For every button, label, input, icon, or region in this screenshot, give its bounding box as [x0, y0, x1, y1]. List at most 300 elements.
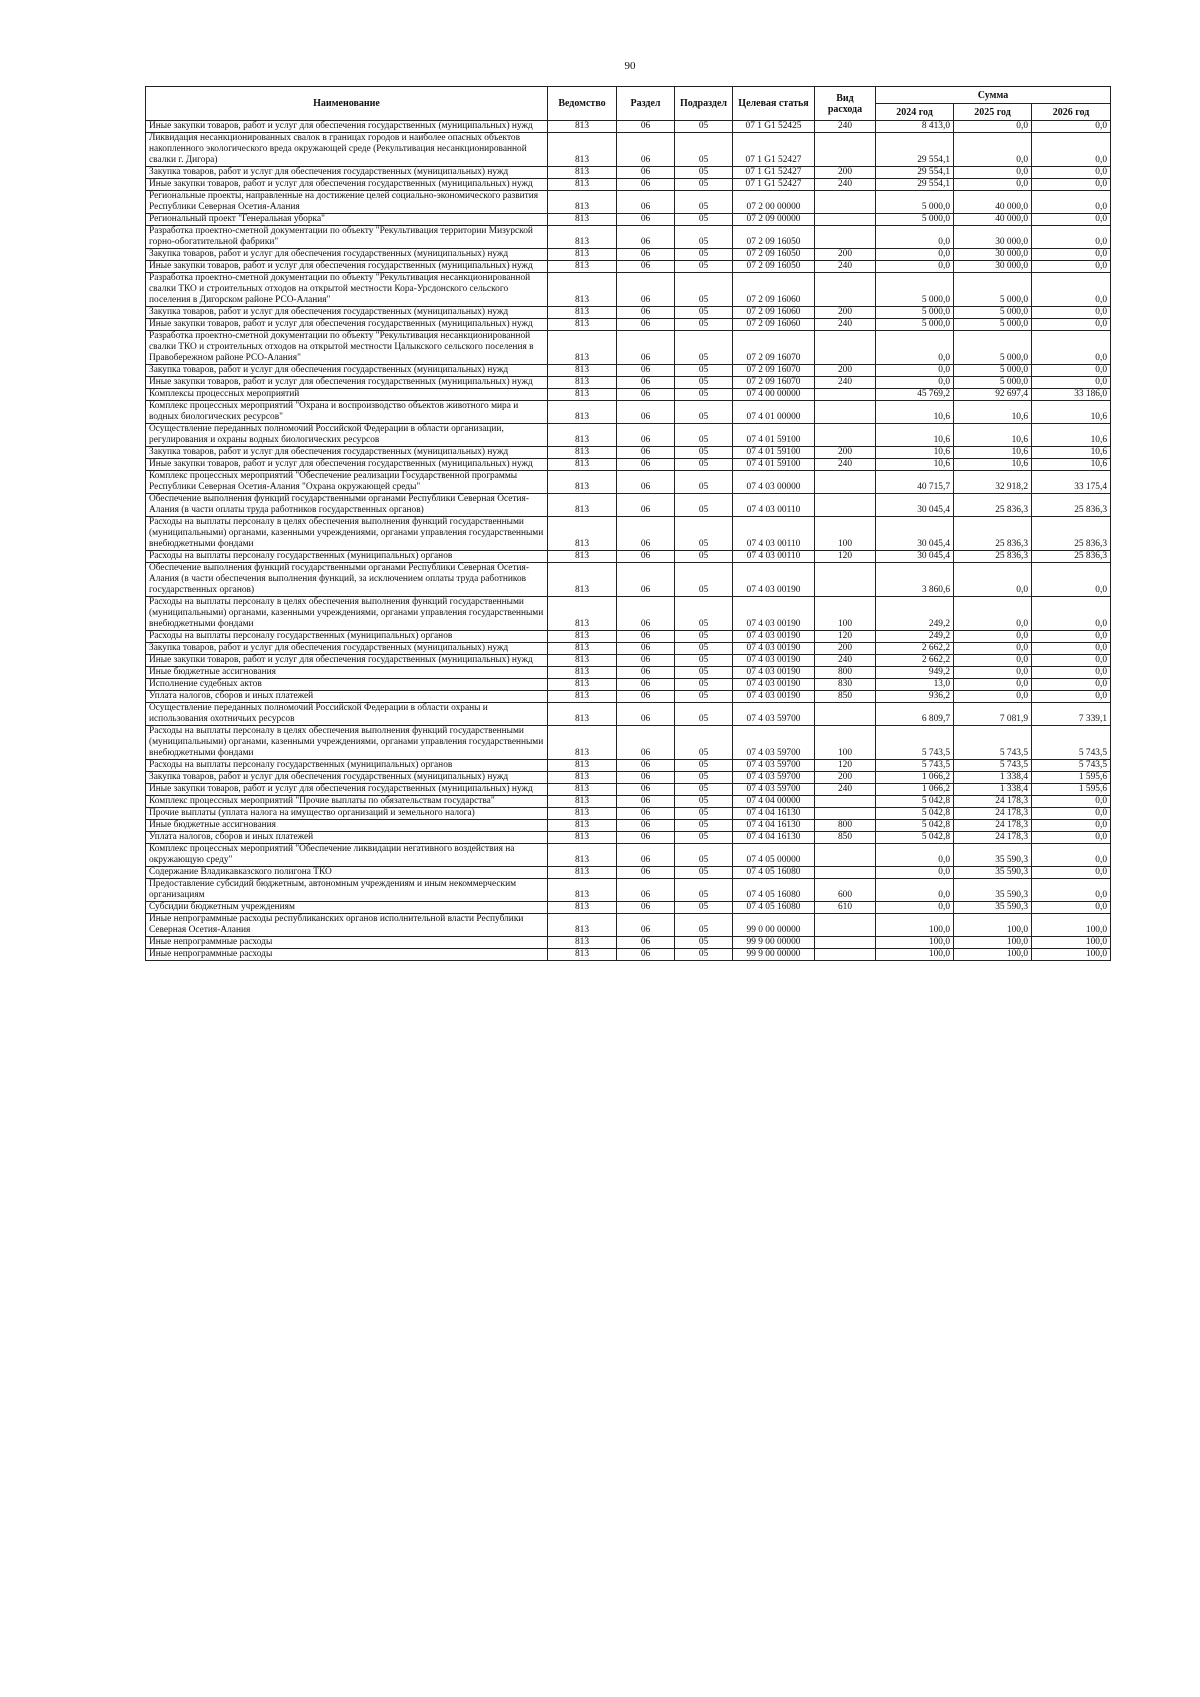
- row-2024: 29 554,1: [876, 133, 954, 167]
- table-row: [146, 214, 1111, 226]
- row-subsection: 05: [675, 389, 733, 401]
- table-row: [146, 563, 1111, 597]
- row-dept: 813: [548, 249, 617, 261]
- row-2026: 0,0: [1032, 377, 1111, 389]
- row-subsection: 05: [675, 772, 733, 784]
- header-2025: 2025 год: [954, 104, 1032, 121]
- row-vid: 100: [815, 726, 876, 760]
- row-dept: 813: [548, 597, 617, 631]
- row-section: 06: [617, 121, 675, 133]
- row-2026: 0,0: [1032, 643, 1111, 655]
- table-body: [146, 121, 1111, 961]
- row-dept: 813: [548, 772, 617, 784]
- row-2024: 6 809,7: [876, 703, 954, 726]
- row-vid: [815, 867, 876, 879]
- row-vid: 240: [815, 319, 876, 331]
- row-2026: 0,0: [1032, 319, 1111, 331]
- row-name: Уплата налогов, сборов и иных платежей: [146, 691, 548, 703]
- row-vid: [815, 949, 876, 961]
- row-vid: [815, 808, 876, 820]
- row-section: 06: [617, 273, 675, 307]
- row-vid: [815, 401, 876, 424]
- table-row: [146, 914, 1111, 937]
- row-name: Иные закупки товаров, работ и услуг для обеспечения государственных (муниципальных) нужд: [146, 261, 548, 273]
- row-name: Разработка проектно-сметной документации по объекту "Рекультивация территории Мизурской горно-обогатительной фабрики": [146, 226, 548, 249]
- row-2025: 0,0: [954, 679, 1032, 691]
- row-section: 06: [617, 191, 675, 214]
- row-name: Иные закупки товаров, работ и услуг для обеспечения государственных (муниципальных) нужд: [146, 179, 548, 191]
- row-target: 07 4 03 59700: [733, 772, 815, 784]
- row-target: 07 2 09 16060: [733, 273, 815, 307]
- row-name: Иные закупки товаров, работ и услуг для обеспечения государственных (муниципальных) нужд: [146, 459, 548, 471]
- row-section: 06: [617, 377, 675, 389]
- row-name: Разработка проектно-сметной документации по объекту "Рекультивация несанкционированной свалки ТКО и строительных отходов на открытой местности Кора-Урсдонского сельского поселения в Дигорском районе РСО-Алания": [146, 273, 548, 307]
- row-vid: 120: [815, 551, 876, 563]
- row-section: 06: [617, 796, 675, 808]
- row-subsection: 05: [675, 667, 733, 679]
- row-name: Содержание Владикавказского полигона ТКО: [146, 867, 548, 879]
- row-vid: 100: [815, 517, 876, 551]
- row-dept: 813: [548, 191, 617, 214]
- row-2026: 0,0: [1032, 796, 1111, 808]
- row-section: 06: [617, 772, 675, 784]
- row-target: 07 4 03 00190: [733, 643, 815, 655]
- row-subsection: 05: [675, 191, 733, 214]
- row-dept: 813: [548, 691, 617, 703]
- row-section: 06: [617, 459, 675, 471]
- row-target: 07 1 G1 52427: [733, 133, 815, 167]
- table-row: [146, 179, 1111, 191]
- row-vid: 610: [815, 902, 876, 914]
- row-2026: 0,0: [1032, 631, 1111, 643]
- row-2025: 30 000,0: [954, 261, 1032, 273]
- row-dept: 813: [548, 447, 617, 459]
- row-2024: 29 554,1: [876, 167, 954, 179]
- row-2025: 35 590,3: [954, 867, 1032, 879]
- row-target: 07 2 00 00000: [733, 191, 815, 214]
- row-subsection: 05: [675, 273, 733, 307]
- row-2026: 0,0: [1032, 844, 1111, 867]
- row-target: 07 2 09 16070: [733, 365, 815, 377]
- row-2026: 0,0: [1032, 261, 1111, 273]
- row-2025: 10,6: [954, 401, 1032, 424]
- row-section: 06: [617, 691, 675, 703]
- row-2024: 5 042,8: [876, 796, 954, 808]
- row-dept: 813: [548, 667, 617, 679]
- row-2025: 25 836,3: [954, 517, 1032, 551]
- row-2024: 0,0: [876, 249, 954, 261]
- row-name: Разработка проектно-сметной документации по объекту "Рекультивация несанкционированной свалки ТКО и строительных отходов на открытой местности Цалыкского сельского поселения в Правобережном районе РСО-Алания": [146, 331, 548, 365]
- table-row: [146, 796, 1111, 808]
- row-target: 99 9 00 00000: [733, 949, 815, 961]
- row-2024: 10,6: [876, 447, 954, 459]
- row-subsection: 05: [675, 703, 733, 726]
- row-vid: 120: [815, 760, 876, 772]
- row-2026: 0,0: [1032, 679, 1111, 691]
- row-dept: 813: [548, 703, 617, 726]
- row-2026: 0,0: [1032, 191, 1111, 214]
- row-name: Региональный проект "Генеральная уборка": [146, 214, 548, 226]
- table-header: [146, 87, 1111, 121]
- row-vid: 200: [815, 307, 876, 319]
- row-2025: 0,0: [954, 655, 1032, 667]
- row-2025: 100,0: [954, 937, 1032, 949]
- row-2024: 5 000,0: [876, 214, 954, 226]
- table-row: [146, 226, 1111, 249]
- row-2026: 100,0: [1032, 914, 1111, 937]
- row-subsection: 05: [675, 563, 733, 597]
- row-vid: 800: [815, 667, 876, 679]
- row-section: 06: [617, 879, 675, 902]
- table-row: [146, 447, 1111, 459]
- row-subsection: 05: [675, 867, 733, 879]
- row-subsection: 05: [675, 365, 733, 377]
- row-vid: 200: [815, 249, 876, 261]
- row-2026: 0,0: [1032, 867, 1111, 879]
- row-name: Осуществление переданных полномочий Российской Федерации в области организации, регулирования и охраны водных биологических ресурсов: [146, 424, 548, 447]
- row-section: 06: [617, 667, 675, 679]
- row-name: Иные непрограммные расходы республиканских органов исполнительной власти Республики Северная Осетия-Алания: [146, 914, 548, 937]
- row-section: 06: [617, 937, 675, 949]
- row-2024: 45 769,2: [876, 389, 954, 401]
- row-2026: 0,0: [1032, 249, 1111, 261]
- row-2026: 0,0: [1032, 563, 1111, 597]
- row-dept: 813: [548, 389, 617, 401]
- row-target: 07 4 03 00110: [733, 517, 815, 551]
- row-section: 06: [617, 261, 675, 273]
- table-row: [146, 879, 1111, 902]
- budget-table: [145, 86, 1111, 961]
- row-2026: 0,0: [1032, 331, 1111, 365]
- row-section: 06: [617, 784, 675, 796]
- row-section: 06: [617, 703, 675, 726]
- table-row: [146, 249, 1111, 261]
- table-row: [146, 784, 1111, 796]
- table-row: [146, 667, 1111, 679]
- row-2024: 5 000,0: [876, 307, 954, 319]
- row-subsection: 05: [675, 133, 733, 167]
- row-dept: 813: [548, 844, 617, 867]
- row-2025: 0,0: [954, 121, 1032, 133]
- row-2024: 30 045,4: [876, 517, 954, 551]
- row-name: Исполнение судебных актов: [146, 679, 548, 691]
- table-row: [146, 844, 1111, 867]
- row-2026: 0,0: [1032, 808, 1111, 820]
- row-vid: [815, 331, 876, 365]
- row-2025: 5 000,0: [954, 307, 1032, 319]
- row-2026: 7 339,1: [1032, 703, 1111, 726]
- table-row: [146, 832, 1111, 844]
- row-2026: 25 836,3: [1032, 494, 1111, 517]
- row-2026: 0,0: [1032, 179, 1111, 191]
- row-2026: 5 743,5: [1032, 726, 1111, 760]
- table-row: [146, 261, 1111, 273]
- row-vid: 240: [815, 784, 876, 796]
- row-2025: 25 836,3: [954, 494, 1032, 517]
- row-subsection: 05: [675, 643, 733, 655]
- row-2025: 0,0: [954, 643, 1032, 655]
- header-dept: Ведомство: [548, 87, 617, 121]
- row-name: Расходы на выплаты персоналу в целях обеспечения выполнения функций государственными (муниципальными) органами, казенными учреждениями, органами управления государственными внебюджетными фондами: [146, 726, 548, 760]
- row-name: Уплата налогов, сборов и иных платежей: [146, 832, 548, 844]
- row-dept: 813: [548, 820, 617, 832]
- table-row: [146, 494, 1111, 517]
- table-row: [146, 726, 1111, 760]
- table-row: [146, 937, 1111, 949]
- row-target: 07 4 03 00190: [733, 691, 815, 703]
- row-section: 06: [617, 867, 675, 879]
- row-target: 07 1 G1 52427: [733, 167, 815, 179]
- row-2025: 35 590,3: [954, 879, 1032, 902]
- table-row: [146, 273, 1111, 307]
- row-vid: 240: [815, 179, 876, 191]
- row-dept: 813: [548, 808, 617, 820]
- row-target: 07 4 00 00000: [733, 389, 815, 401]
- row-2025: 24 178,3: [954, 796, 1032, 808]
- row-2025: 5 000,0: [954, 365, 1032, 377]
- row-2026: 33 175,4: [1032, 471, 1111, 494]
- row-subsection: 05: [675, 679, 733, 691]
- row-2025: 10,6: [954, 459, 1032, 471]
- row-name: Ликвидация несанкционированных свалок в границах городов и наиболее опасных объектов накопленного экологического вреда окружающей среде (Рекультивация несанкционированной свалки г. Дигора): [146, 133, 548, 167]
- row-2024: 0,0: [876, 377, 954, 389]
- row-2025: 0,0: [954, 179, 1032, 191]
- row-2025: 5 743,5: [954, 760, 1032, 772]
- row-name: Закупка товаров, работ и услуг для обеспечения государственных (муниципальных) нужд: [146, 447, 548, 459]
- row-subsection: 05: [675, 261, 733, 273]
- row-vid: 200: [815, 643, 876, 655]
- row-2026: 0,0: [1032, 121, 1111, 133]
- row-target: 07 4 05 16080: [733, 902, 815, 914]
- row-name: Иные непрограммные расходы: [146, 949, 548, 961]
- row-vid: 600: [815, 879, 876, 902]
- row-subsection: 05: [675, 631, 733, 643]
- row-dept: 813: [548, 401, 617, 424]
- row-dept: 813: [548, 377, 617, 389]
- row-dept: 813: [548, 760, 617, 772]
- row-subsection: 05: [675, 914, 733, 937]
- header-sum: Сумма: [876, 87, 1111, 104]
- row-2026: 0,0: [1032, 902, 1111, 914]
- row-dept: 813: [548, 643, 617, 655]
- row-name: Обеспечение выполнения функций государственными органами Республики Северная Осетия-Алания (в части оплаты труда работников государственных органов): [146, 494, 548, 517]
- row-name: Расходы на выплаты персоналу в целях обеспечения выполнения функций государственными (муниципальными) органами, казенными учреждениями, органами управления государственными внебюджетными фондами: [146, 517, 548, 551]
- row-name: Региональные проекты, направленные на достижение целей социально-экономического развития Республики Северная Осетия-Алания: [146, 191, 548, 214]
- row-target: 07 4 01 59100: [733, 424, 815, 447]
- row-2025: 0,0: [954, 631, 1032, 643]
- row-name: Закупка товаров, работ и услуг для обеспечения государственных (муниципальных) нужд: [146, 249, 548, 261]
- row-name: Комплекс процессных мероприятий "Прочие выплаты по обязательствам государства": [146, 796, 548, 808]
- row-2025: 100,0: [954, 949, 1032, 961]
- row-2026: 0,0: [1032, 691, 1111, 703]
- row-target: 07 4 03 00190: [733, 667, 815, 679]
- row-2024: 949,2: [876, 667, 954, 679]
- row-vid: [815, 191, 876, 214]
- table-row: [146, 191, 1111, 214]
- row-2025: 5 000,0: [954, 273, 1032, 307]
- row-dept: 813: [548, 563, 617, 597]
- row-2024: 0,0: [876, 261, 954, 273]
- row-section: 06: [617, 902, 675, 914]
- row-2024: 100,0: [876, 937, 954, 949]
- row-section: 06: [617, 133, 675, 167]
- row-2026: 0,0: [1032, 655, 1111, 667]
- row-2026: 0,0: [1032, 226, 1111, 249]
- row-target: 07 4 03 59700: [733, 784, 815, 796]
- row-name: Закупка товаров, работ и услуг для обеспечения государственных (муниципальных) нужд: [146, 643, 548, 655]
- row-name: Прочие выплаты (уплата налога на имущество организаций и земельного налога): [146, 808, 548, 820]
- row-subsection: 05: [675, 459, 733, 471]
- row-target: 07 4 05 16080: [733, 867, 815, 879]
- row-section: 06: [617, 726, 675, 760]
- row-dept: 813: [548, 133, 617, 167]
- row-2026: 1 595,6: [1032, 772, 1111, 784]
- row-2025: 10,6: [954, 424, 1032, 447]
- table-row: [146, 691, 1111, 703]
- row-2025: 32 918,2: [954, 471, 1032, 494]
- row-2025: 30 000,0: [954, 249, 1032, 261]
- header-section: Раздел: [617, 87, 675, 121]
- row-vid: 850: [815, 832, 876, 844]
- row-2026: 10,6: [1032, 401, 1111, 424]
- row-subsection: 05: [675, 249, 733, 261]
- table-row: [146, 424, 1111, 447]
- page-number: 90: [624, 60, 636, 72]
- row-vid: 100: [815, 597, 876, 631]
- row-2026: 0,0: [1032, 214, 1111, 226]
- row-subsection: 05: [675, 471, 733, 494]
- row-section: 06: [617, 179, 675, 191]
- row-2026: 10,6: [1032, 459, 1111, 471]
- row-subsection: 05: [675, 655, 733, 667]
- row-target: 07 4 03 00190: [733, 563, 815, 597]
- row-subsection: 05: [675, 167, 733, 179]
- row-name: Закупка товаров, работ и услуг для обеспечения государственных (муниципальных) нужд: [146, 307, 548, 319]
- row-section: 06: [617, 389, 675, 401]
- row-2025: 10,6: [954, 447, 1032, 459]
- row-2025: 24 178,3: [954, 820, 1032, 832]
- row-2025: 35 590,3: [954, 902, 1032, 914]
- row-2025: 0,0: [954, 133, 1032, 167]
- row-target: 07 4 04 16130: [733, 820, 815, 832]
- row-vid: [815, 937, 876, 949]
- row-2024: 249,2: [876, 631, 954, 643]
- row-target: 07 4 03 00190: [733, 631, 815, 643]
- row-target: 07 4 03 00000: [733, 471, 815, 494]
- row-2026: 0,0: [1032, 820, 1111, 832]
- row-2024: 936,2: [876, 691, 954, 703]
- row-dept: 813: [548, 631, 617, 643]
- row-2024: 5 743,5: [876, 726, 954, 760]
- row-vid: [815, 273, 876, 307]
- row-2024: 10,6: [876, 424, 954, 447]
- row-vid: 240: [815, 261, 876, 273]
- table-row: [146, 820, 1111, 832]
- row-target: 07 2 09 00000: [733, 214, 815, 226]
- row-target: 07 4 04 16130: [733, 832, 815, 844]
- row-subsection: 05: [675, 121, 733, 133]
- row-2025: 5 000,0: [954, 331, 1032, 365]
- row-vid: 240: [815, 459, 876, 471]
- row-subsection: 05: [675, 691, 733, 703]
- row-2024: 5 042,8: [876, 808, 954, 820]
- row-name: Иные бюджетные ассигнования: [146, 667, 548, 679]
- row-dept: 813: [548, 121, 617, 133]
- row-vid: 200: [815, 365, 876, 377]
- table-row: [146, 597, 1111, 631]
- row-name: Закупка товаров, работ и услуг для обеспечения государственных (муниципальных) нужд: [146, 365, 548, 377]
- row-name: Иные непрограммные расходы: [146, 937, 548, 949]
- row-2025: 0,0: [954, 667, 1032, 679]
- row-vid: [815, 796, 876, 808]
- row-dept: 813: [548, 167, 617, 179]
- row-2025: 100,0: [954, 914, 1032, 937]
- row-2025: 7 081,9: [954, 703, 1032, 726]
- row-subsection: 05: [675, 784, 733, 796]
- row-section: 06: [617, 226, 675, 249]
- row-name: Иные закупки товаров, работ и услуг для обеспечения государственных (муниципальных) нужд: [146, 377, 548, 389]
- row-vid: [815, 494, 876, 517]
- row-2024: 0,0: [876, 331, 954, 365]
- row-2024: 30 045,4: [876, 551, 954, 563]
- row-section: 06: [617, 655, 675, 667]
- row-dept: 813: [548, 949, 617, 961]
- table-row: [146, 401, 1111, 424]
- row-vid: [815, 214, 876, 226]
- row-vid: 830: [815, 679, 876, 691]
- row-section: 06: [617, 914, 675, 937]
- row-section: 06: [617, 447, 675, 459]
- row-vid: [815, 471, 876, 494]
- row-dept: 813: [548, 179, 617, 191]
- row-2024: 0,0: [876, 902, 954, 914]
- table-row: [146, 307, 1111, 319]
- row-target: 07 2 09 16070: [733, 331, 815, 365]
- row-dept: 813: [548, 471, 617, 494]
- row-target: 07 4 01 59100: [733, 459, 815, 471]
- row-subsection: 05: [675, 808, 733, 820]
- row-2024: 10,6: [876, 459, 954, 471]
- row-2025: 5 000,0: [954, 319, 1032, 331]
- row-section: 06: [617, 307, 675, 319]
- row-target: 07 1 G1 52425: [733, 121, 815, 133]
- row-subsection: 05: [675, 796, 733, 808]
- row-subsection: 05: [675, 331, 733, 365]
- row-target: 07 2 09 16060: [733, 319, 815, 331]
- row-2025: 0,0: [954, 563, 1032, 597]
- row-section: 06: [617, 844, 675, 867]
- row-target: 07 4 05 00000: [733, 844, 815, 867]
- row-section: 06: [617, 643, 675, 655]
- row-name: Обеспечение выполнения функций государственными органами Республики Северная Осетия-Алания (в части обеспечения выполнения функций, за исключением оплаты труда работников государственных органов): [146, 563, 548, 597]
- row-2024: 0,0: [876, 365, 954, 377]
- row-2024: 0,0: [876, 226, 954, 249]
- row-vid: 240: [815, 377, 876, 389]
- row-vid: 120: [815, 631, 876, 643]
- row-vid: [815, 844, 876, 867]
- row-2026: 0,0: [1032, 133, 1111, 167]
- table-row: [146, 631, 1111, 643]
- row-2024: 2 662,2: [876, 643, 954, 655]
- row-2026: 0,0: [1032, 307, 1111, 319]
- row-section: 06: [617, 167, 675, 179]
- row-2024: 249,2: [876, 597, 954, 631]
- row-name: Расходы на выплаты персоналу в целях обеспечения выполнения функций государственными (муниципальными) органами, казенными учреждениями, органами управления государственными внебюджетными фондами: [146, 597, 548, 631]
- row-2024: 5 000,0: [876, 191, 954, 214]
- table-row: [146, 133, 1111, 167]
- row-2025: 40 000,0: [954, 191, 1032, 214]
- row-dept: 813: [548, 494, 617, 517]
